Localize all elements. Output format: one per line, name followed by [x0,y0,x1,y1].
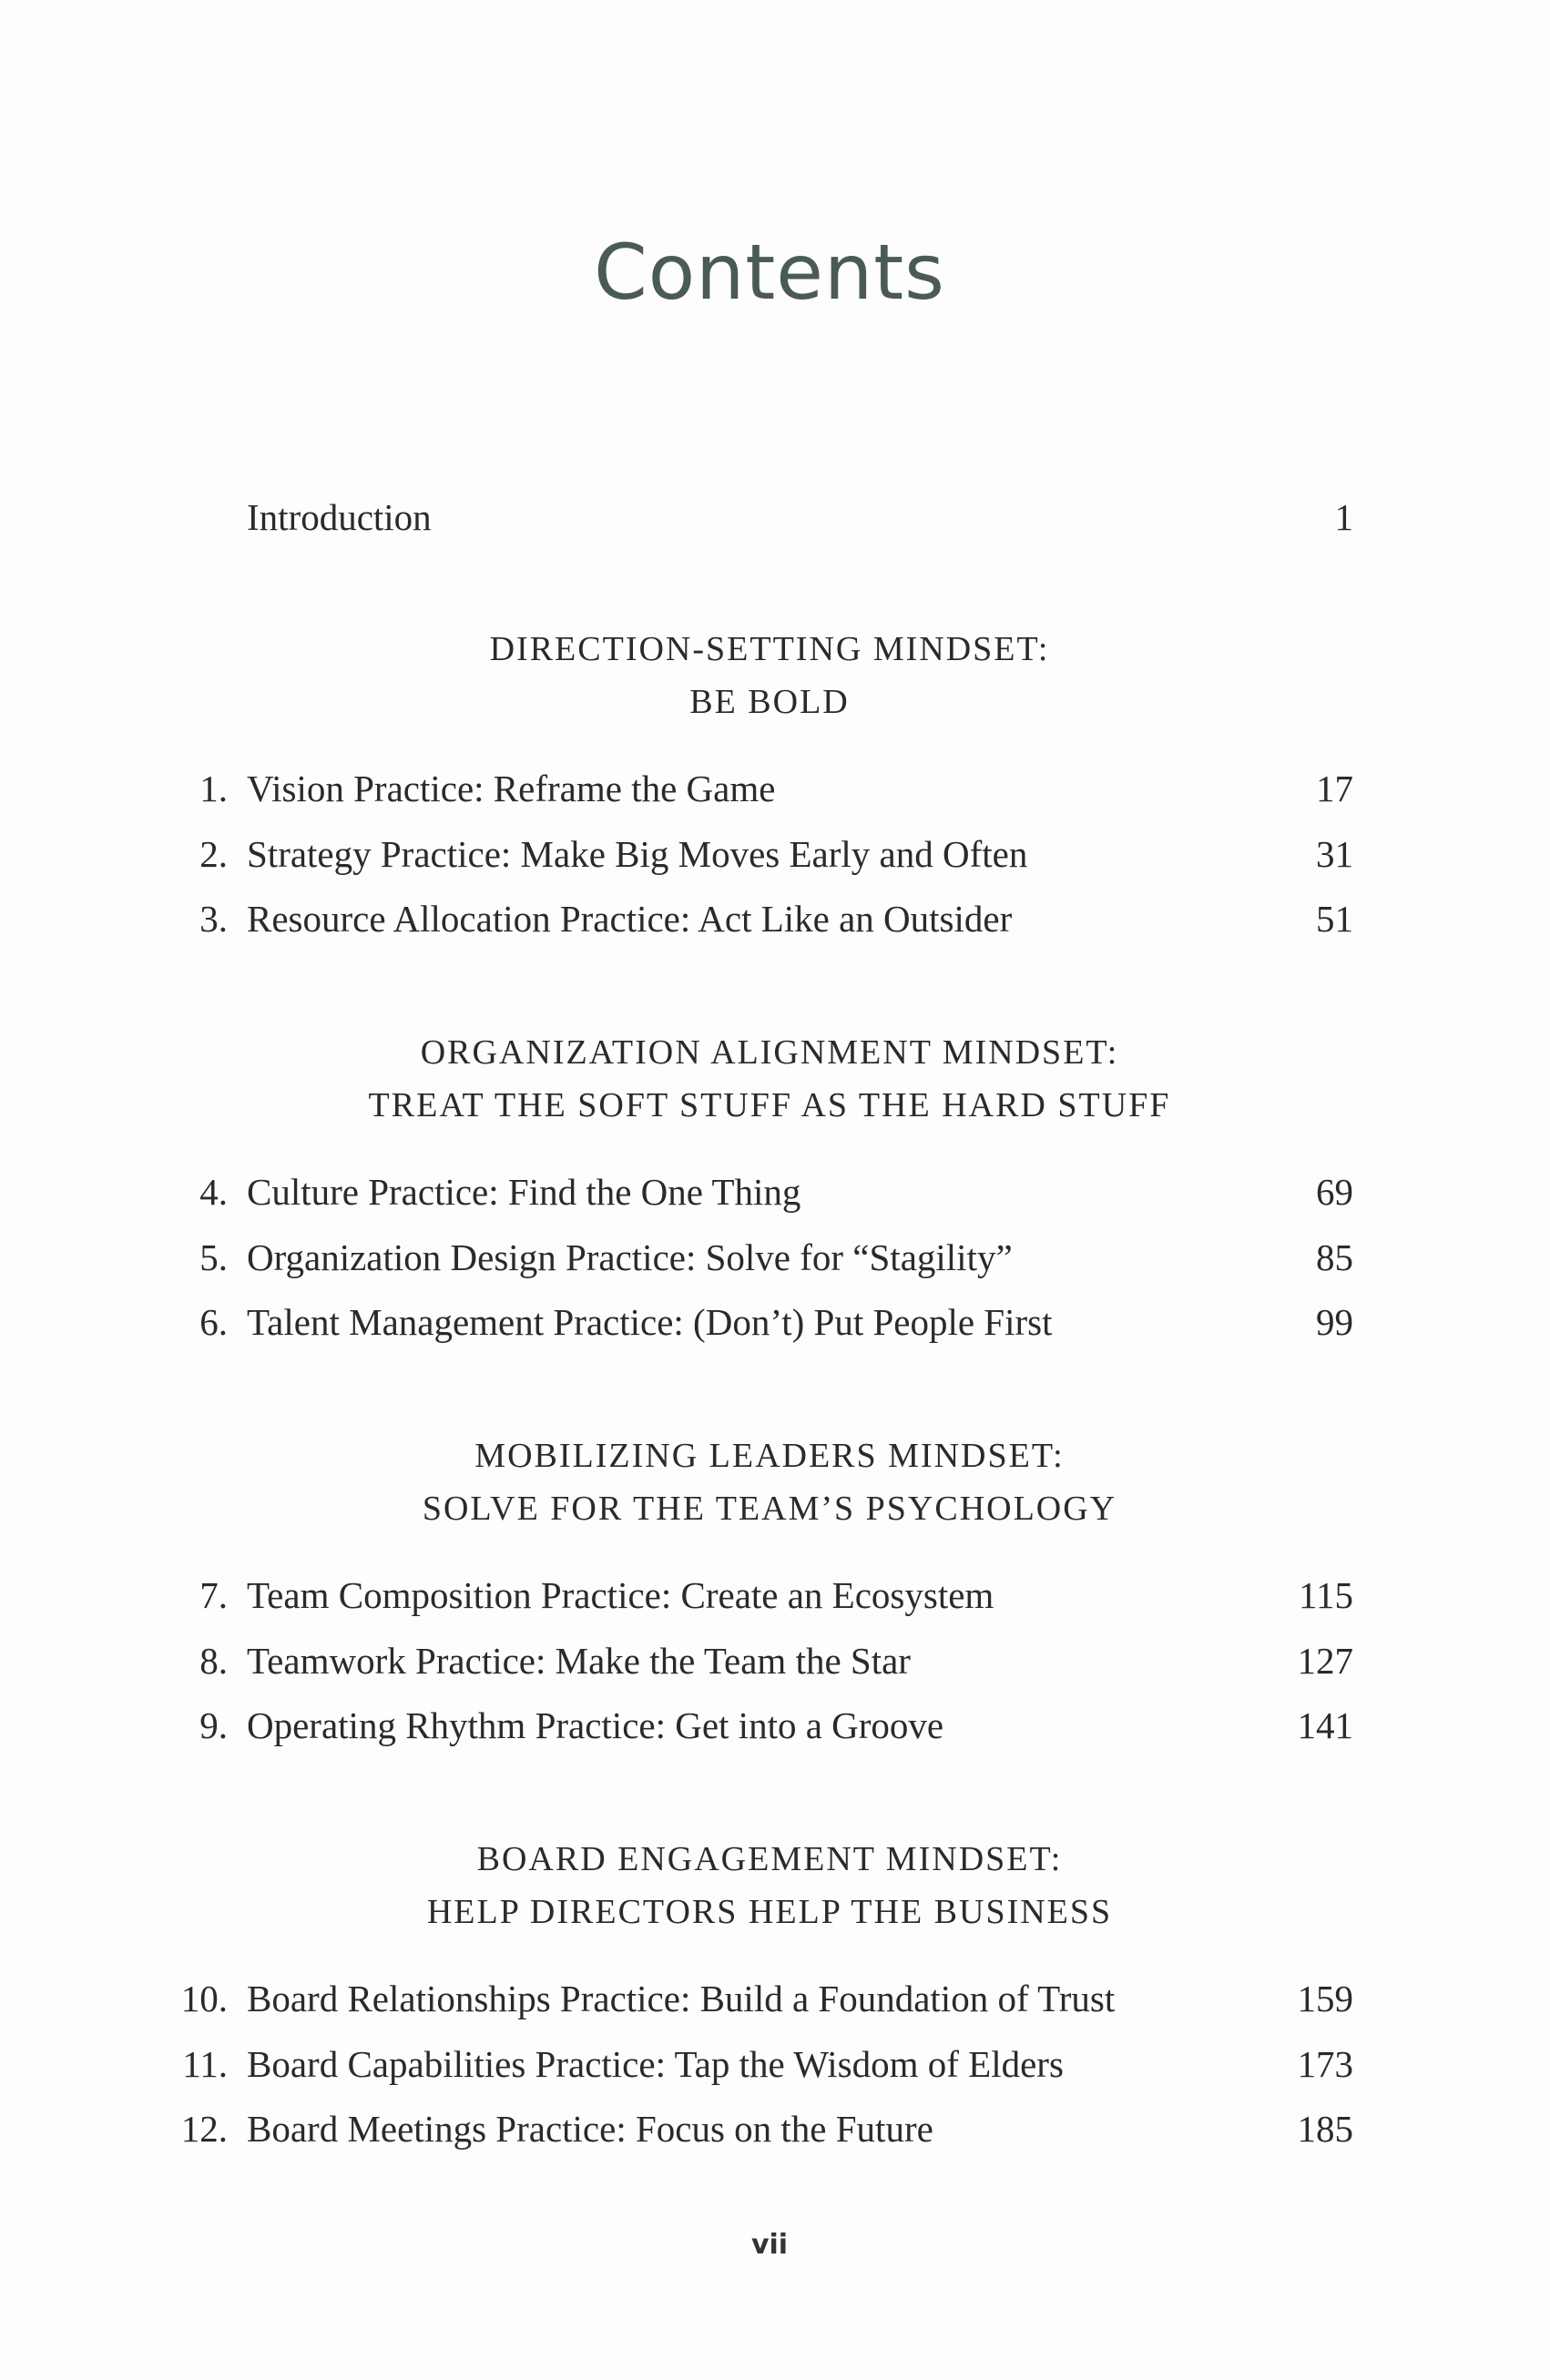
section-heading: HELP DIRECTORS HELP THE BUSINESS [426,1893,1113,1931]
toc-entry[interactable] [0,1568,1550,1622]
entry-page: 115 [1299,1574,1353,1616]
section-heading: BE BOLD [689,683,850,721]
entry-page: 17 [1316,768,1353,809]
section-heading: SOLVE FOR THE TEAM’S PSYCHOLOGY [422,1490,1117,1528]
entry-number: 3. [199,898,228,940]
entry-page: 159 [1297,1978,1353,2019]
toc-entry[interactable] [0,1633,1550,1688]
entry-page: 173 [1297,2043,1353,2085]
section-heading: MOBILIZING LEADERS MINDSET: [474,1437,1065,1475]
entry-label: Talent Management Practice: (Don’t) Put People First [247,1301,1053,1343]
entry-label: Board Meetings Practice: Focus on the Future [247,2108,933,2150]
entry-number: 10. [180,1978,228,2019]
entry-page: 99 [1316,1301,1353,1343]
entry-page: 51 [1316,898,1353,940]
toc-entry-introduction[interactable] [0,490,1550,544]
entry-label: Operating Rhythm Practice: Get into a Groove [247,1704,944,1746]
entry-page: 85 [1316,1236,1353,1278]
toc-entry[interactable] [0,827,1550,881]
page-title: Contents [594,228,945,317]
toc-entry[interactable] [0,2101,1550,2156]
toc-entry[interactable] [0,1165,1550,1219]
entry-label: Strategy Practice: Make Big Moves Early and Often [247,833,1028,875]
section-heading: TREAT THE SOFT STUFF AS THE HARD STUFF [368,1086,1171,1124]
section-heading: ORGANIZATION ALIGNMENT MINDSET: [420,1033,1119,1072]
toc-entry[interactable] [0,1295,1550,1349]
entry-label: Culture Practice: Find the One Thing [247,1171,801,1213]
entry-number: 9. [199,1704,228,1746]
toc-entry[interactable] [0,891,1550,946]
page-number: vii [750,2229,789,2261]
entry-number: 11. [182,2043,228,2085]
entry-label: Vision Practice: Reframe the Game [247,768,776,809]
toc-entry[interactable] [0,1971,1550,2026]
entry-label: Board Capabilities Practice: Tap the Wisdom of Elders [247,2043,1064,2085]
entry-page: 185 [1297,2108,1353,2150]
section-heading: BOARD ENGAGEMENT MINDSET: [476,1840,1063,1878]
entry-page: 1 [1334,496,1353,538]
entry-label: Resource Allocation Practice: Act Like an Outsider [247,898,1013,940]
entry-number: 7. [199,1574,228,1616]
entry-label: Board Relationships Practice: Build a Foundation of Trust [247,1978,1116,2019]
entry-number: 12. [180,2108,228,2150]
entry-page: 127 [1297,1640,1353,1682]
entry-number: 2. [199,833,228,875]
toc-entry[interactable] [0,761,1550,816]
toc-entry[interactable] [0,1698,1550,1753]
entry-page: 31 [1316,833,1353,875]
entry-number: 1. [199,768,228,809]
entry-page: 141 [1297,1704,1353,1746]
entry-label: Organization Design Practice: Solve for “Stagility” [247,1236,1013,1278]
entry-number: 4. [199,1171,228,1213]
entry-label: Introduction [247,496,432,538]
entry-label: Teamwork Practice: Make the Team the Star [247,1640,911,1682]
toc-entry[interactable] [0,1230,1550,1285]
toc-entry[interactable] [0,2037,1550,2091]
entry-number: 6. [199,1301,228,1343]
entry-number: 8. [199,1640,228,1682]
entry-number: 5. [199,1236,228,1278]
entry-page: 69 [1316,1171,1353,1213]
section-heading: DIRECTION-SETTING MINDSET: [489,630,1050,668]
entry-label: Team Composition Practice: Create an Ecosystem [247,1574,994,1616]
